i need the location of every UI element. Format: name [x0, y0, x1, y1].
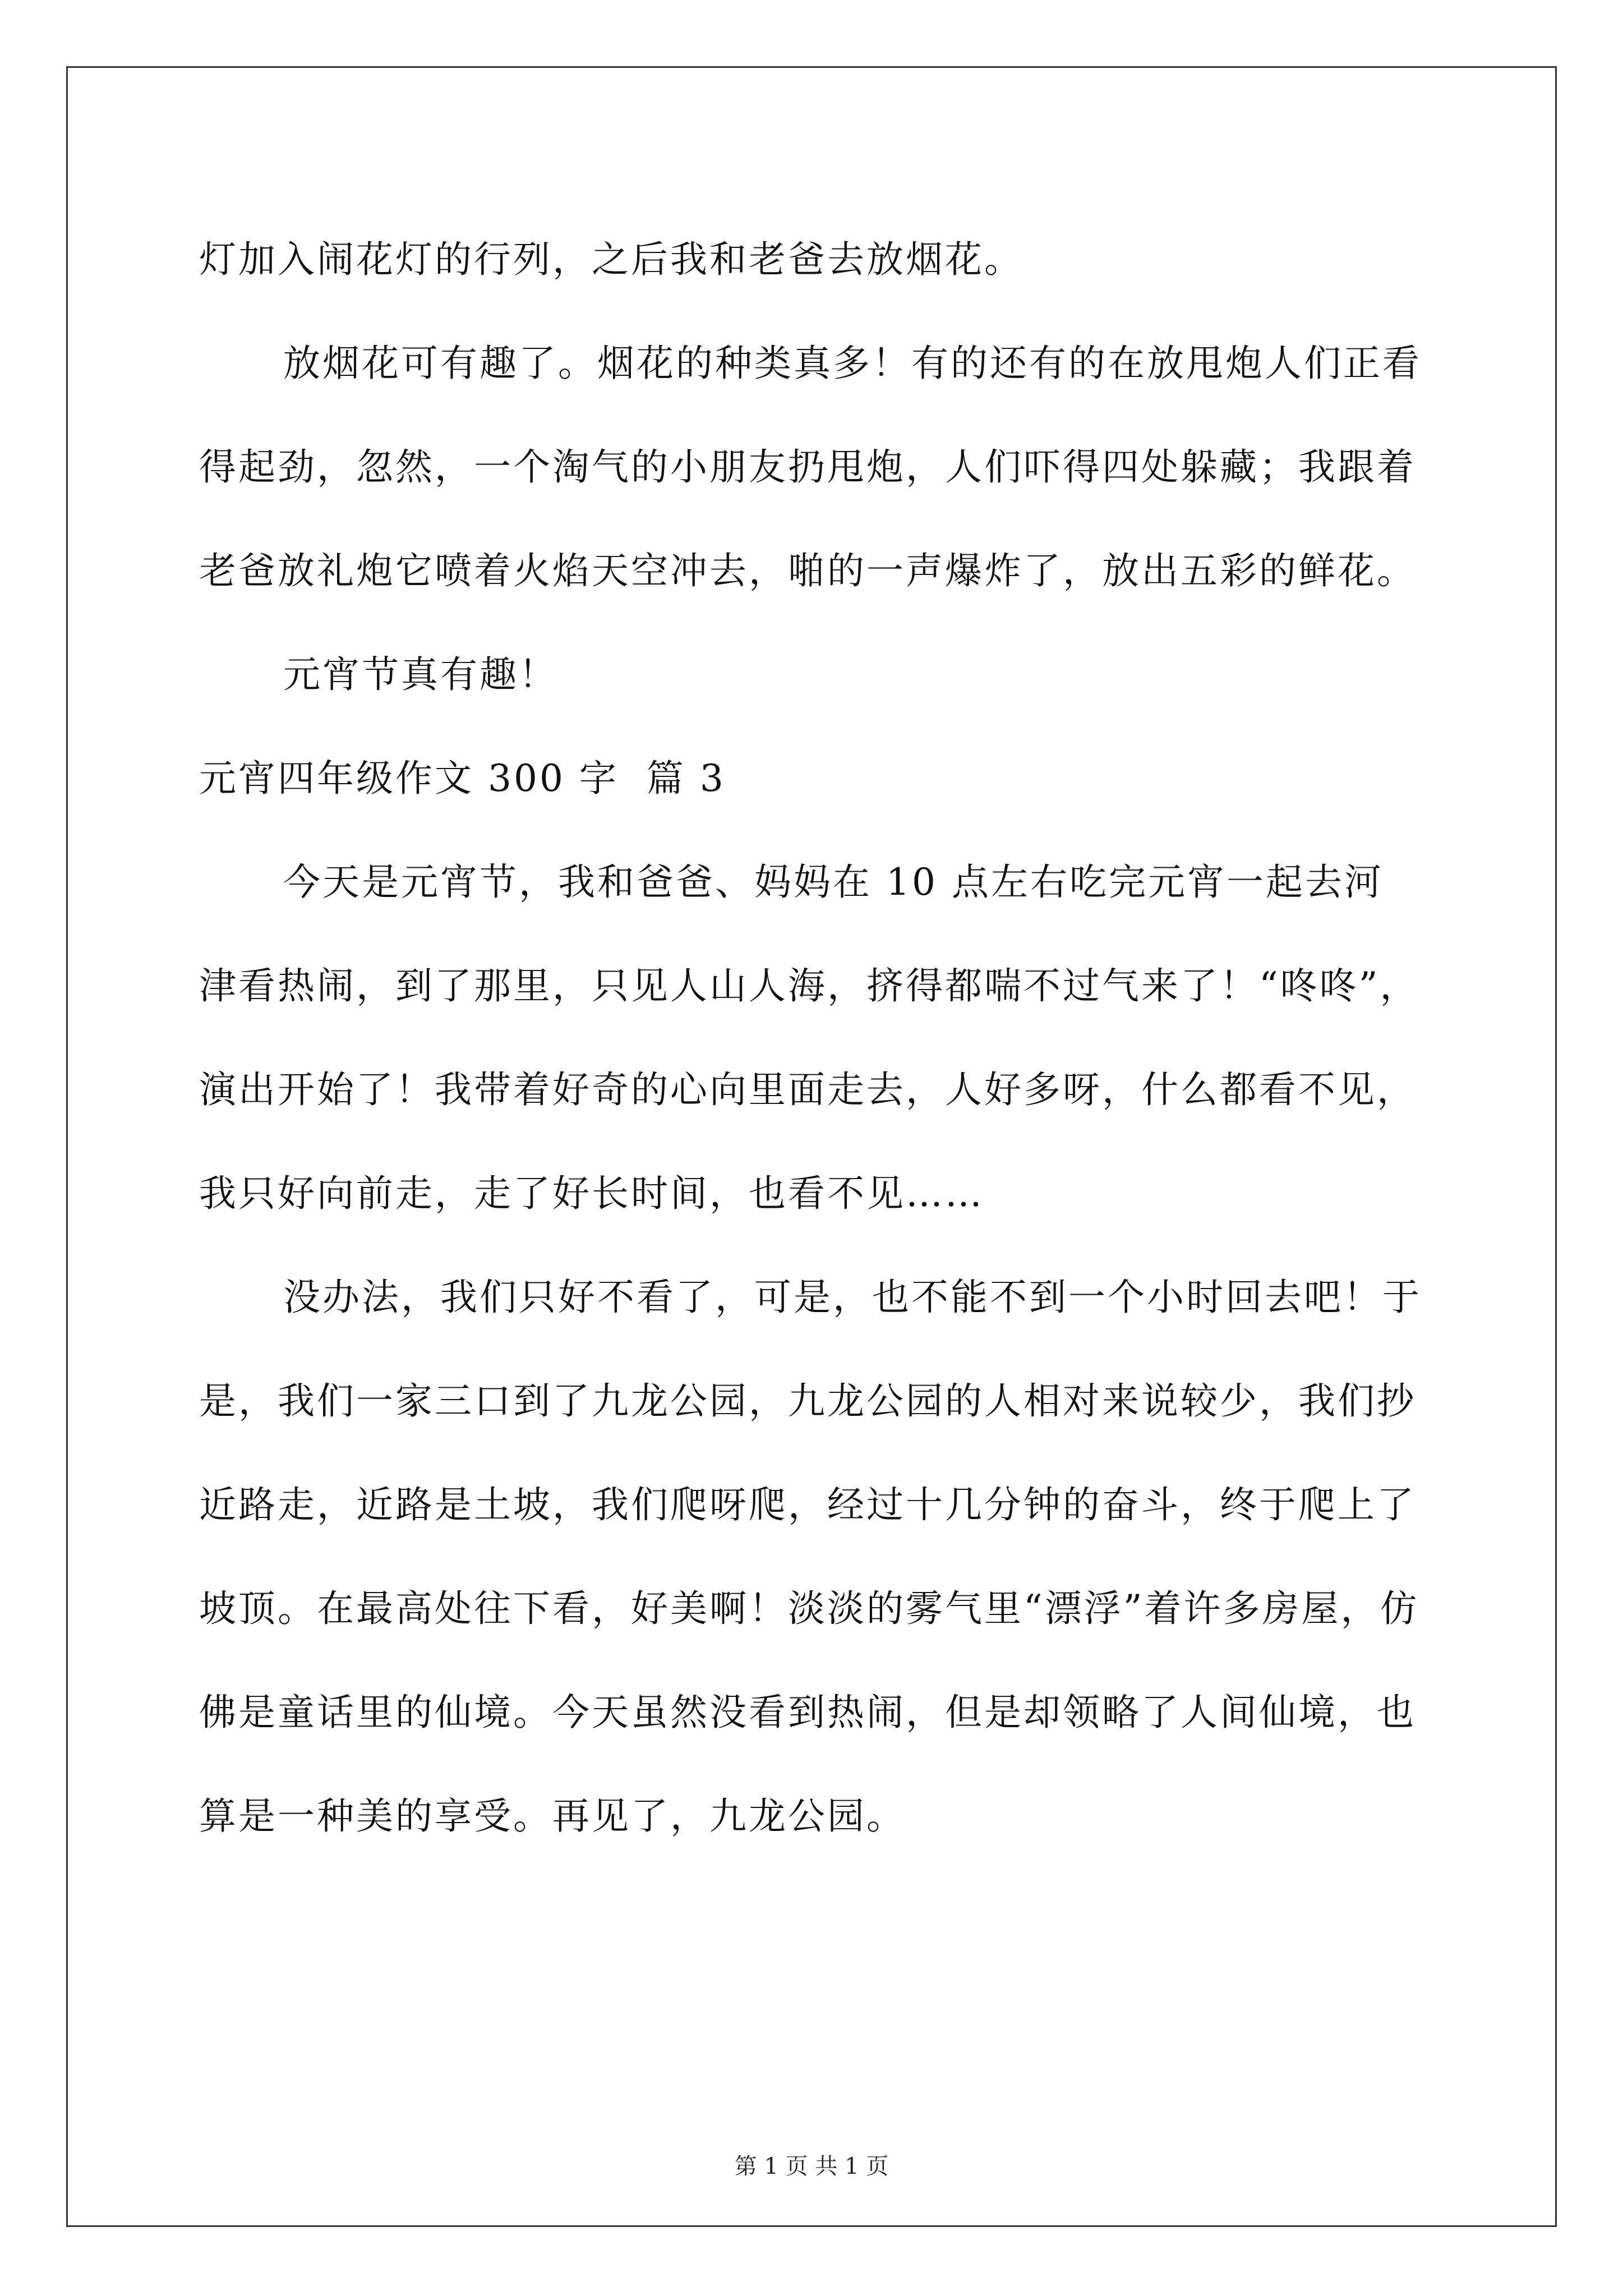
paragraph-fireworks: 放烟花可有趣了。烟花的种类真多！有的还有的在放甩炮人们正看得起劲，忽然，一个淘气的小朋友扔甩炮，人们吓得四处躲藏；我跟着老爸放礼炮它喷着火焰天空冲去，啪的一声爆炸了，放出五彩的鲜花。 [199, 342, 1422, 592]
paragraph-jiulong-park: 没办法，我们只好不看了，可是，也不能不到一个小时回去吧！于是，我们一家三口到了九龙公园，九龙公园的人相对来说较少，我们抄近路走，近路是土坡，我们爬呀爬，经过十几分钟的奋斗，终于爬上了坡顶。在最高处往下看，好美啊！淡淡的雾气里“漂浮”着许多房屋，仿佛是童话里的仙境。今天虽然没看到热闹，但是却领略了人间仙境，也算是一种美的享受。再见了，九龙公园。 [199, 1276, 1422, 1838]
document-body [199, 208, 1422, 1868]
paragraph-hejin: 今天是元宵节，我和爸爸、妈妈在 10 点左右吃完元宵一起去河津看热闹，到了那里，只见人山人海，挤得都喘不过气来了！“咚咚”，演出开始了！我带着好奇的心向里面走去，人好多呀，什么都看不见，我只好向前走，走了好长时间，也看不见…… [199, 861, 1419, 1215]
paragraph-continuation: 灯加入闹花灯的行列，之后我和老爸去放烟花。 [199, 238, 1023, 281]
essay-heading: 元宵四年级作文 300 字 篇 3 [199, 757, 726, 800]
paragraph-closing: 元宵节真有趣！ [283, 653, 558, 696]
page-footer: 第 1 页 共 1 页 [734, 2154, 889, 2179]
